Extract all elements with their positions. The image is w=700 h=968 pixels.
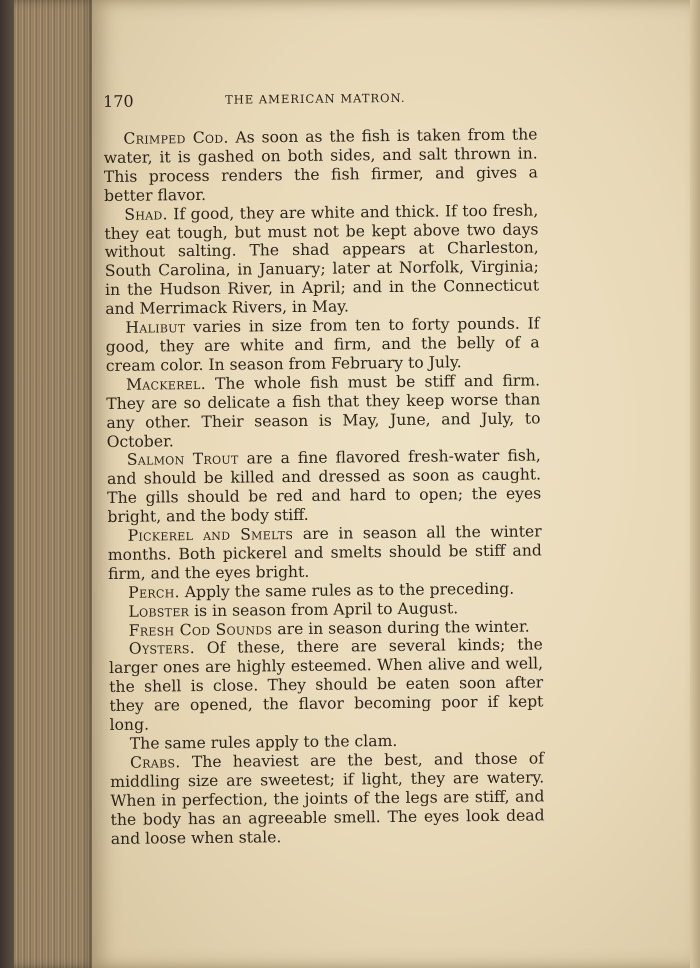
entry-text: Apply the same rules as to the preceding.	[179, 579, 515, 601]
body-text	[103, 125, 544, 848]
paragraph-oysters	[109, 636, 544, 735]
paragraph-salmon-trout	[107, 447, 542, 527]
book-page-edges	[0, 0, 96, 968]
entry-heading: Salmon Trout	[126, 450, 239, 470]
paragraph-halibut	[105, 315, 540, 376]
entry-text: varies in size from ten to forty pounds. If good, they are white and firm, and the belly of a cream color. In season from February to July.	[105, 314, 540, 375]
page-number: 170	[103, 91, 134, 111]
book-spine-shadow	[0, 0, 14, 968]
entry-heading: Oysters.	[128, 639, 196, 659]
entry-heading: Lobster	[128, 601, 190, 621]
entry-text: The same rules apply to the clam.	[129, 731, 398, 753]
text-block	[103, 87, 545, 848]
entry-heading: Pickerel and Smelts	[127, 525, 294, 545]
entry-text: are a fine flavored fresh-water fish, and should be killed and dressed as soon as caught. The gills should be red and hard to open; the eyes bright, and the body stiff.	[106, 446, 542, 527]
entry-text: are in season all the winter months. Both pickerel and smelts should be stiff and firm, and the eyes bright.	[107, 522, 542, 583]
entry-heading: Mackerel.	[125, 374, 207, 394]
running-head	[103, 87, 537, 118]
entry-heading: Crimped Cod.	[123, 128, 229, 148]
entry-text: If good, they are white and thick. If too fresh, they eat tough, but must not be kept above two days without salting. The shad appears at Charleston, South Carolina, in January; later at Norfolk, Virginia; in the Hudson River, in April; and in the Connecticut and Merrimack Rivers, in May.	[104, 201, 540, 319]
entry-text: are in season during the winter.	[272, 617, 530, 638]
entry-text: As soon as the fish is taken from the water, it is gashed on both sides, and salt thrown in. This process renders the fish firmer, and gives a better flavor.	[103, 125, 538, 205]
paragraph-crabs	[110, 749, 545, 848]
entry-heading: Shad.	[124, 204, 168, 224]
entry-text: The heaviest are the best, and those of middling size are sweetest; if light, they are watery. When in perfection, the joints of the legs are stiff, and the body has an agreeable smell. The eyes look dead and loose when stale.	[110, 749, 545, 848]
paragraph-crimped-cod	[103, 125, 538, 205]
entry-text: The whole fish must be stiff and firm. They are so delicate a fish that they keep worse than any other. Their season is May, June, and July, to October.	[106, 371, 541, 451]
entry-text: is in season from April to August.	[189, 598, 459, 620]
entry-heading: Fresh Cod Sounds	[128, 619, 273, 640]
entry-heading: Perch.	[128, 582, 180, 602]
entry-heading: Halibut	[125, 318, 186, 337]
entry-heading: Crabs.	[129, 753, 181, 772]
page-right-edge	[690, 0, 700, 968]
paragraph-mackerel	[106, 371, 541, 451]
entry-text: Of these, there are several kinds; the larger ones are highly esteemed. When alive and well, the shell is close. They should be eaten soon after they are opened, the flavor becoming poor if kept long.	[108, 635, 544, 735]
paragraph-shad	[104, 201, 539, 319]
running-title: THE AMERICAN MATRON.	[225, 90, 406, 107]
paragraph-pickerel-smelts	[108, 522, 543, 583]
